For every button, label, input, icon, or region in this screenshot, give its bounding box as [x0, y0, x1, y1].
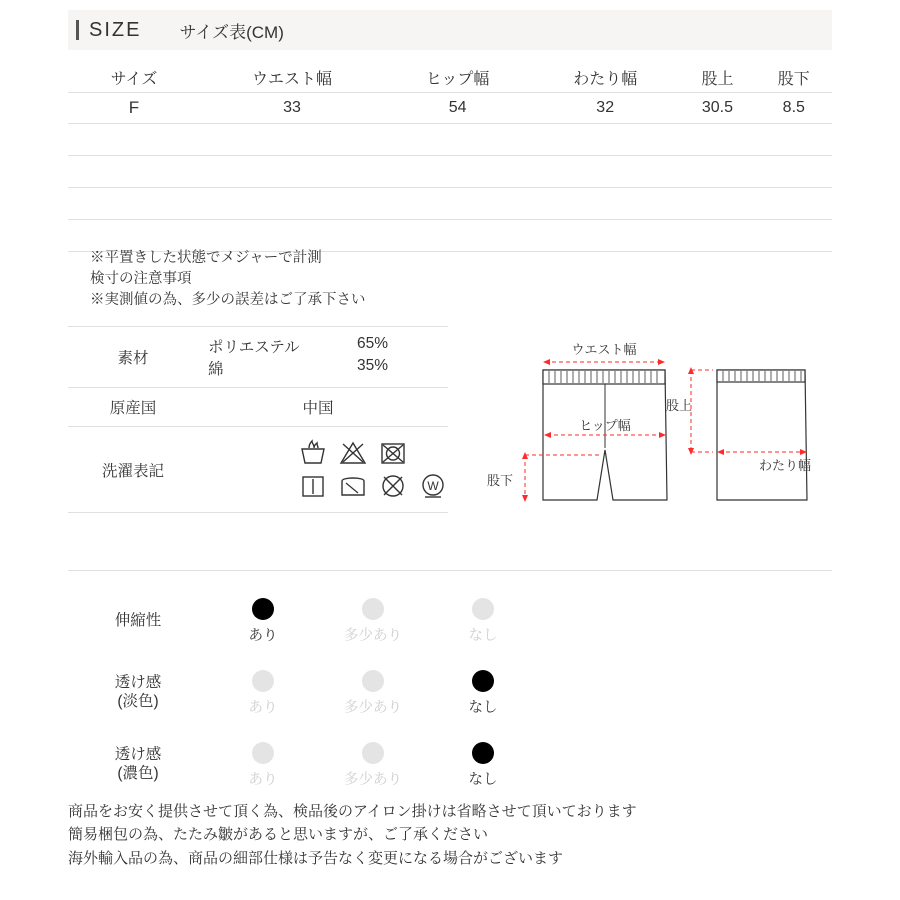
property-options: [208, 670, 568, 717]
table-row-empty: [68, 124, 832, 156]
drip-dry-icon: [298, 471, 328, 501]
option-dot: [252, 742, 274, 764]
spec-label-material: 素材: [117, 350, 149, 367]
option-dot: [252, 598, 274, 620]
rise-label: 股上: [665, 398, 693, 413]
property-option: [208, 670, 318, 717]
footer-line-3: 海外輸入品の為、商品の細部仕様は予告なく変更になる場合がございます: [68, 849, 564, 867]
size-accent-bar: [76, 20, 79, 40]
property-option: [428, 670, 538, 717]
option-dot: [472, 742, 494, 764]
property-option: [318, 670, 428, 717]
table-row: [68, 93, 832, 124]
measurement-notes: [90, 248, 366, 311]
cell-rise: 30.5: [679, 93, 755, 124]
section-divider: [68, 570, 832, 571]
cell-hip: 54: [384, 93, 531, 124]
spec-value-material: [198, 327, 448, 388]
option-label: 多少あり: [344, 627, 402, 644]
property-option: [428, 598, 538, 645]
material-pct: 65%: [356, 335, 388, 352]
cell-size: F: [68, 93, 200, 124]
table-row-empty: [68, 220, 832, 252]
spec-label-wash: 洗濯表記: [101, 462, 164, 480]
property-option: [318, 742, 428, 789]
cell-thigh: 32: [531, 93, 679, 124]
size-title: サイズ表(CM): [179, 22, 284, 42]
spec-table: [68, 326, 448, 513]
garment-illustration: [455, 330, 855, 550]
size-header-band: [68, 10, 832, 50]
property-label: 透け感 (淡色): [114, 674, 162, 710]
column-header: わたり幅: [531, 62, 679, 93]
option-label: なし: [468, 771, 498, 788]
column-header: ヒップ幅: [384, 62, 531, 93]
column-header: 股上: [679, 62, 755, 93]
size-label: SIZE: [89, 18, 142, 41]
property-option: [318, 598, 428, 645]
option-label: あり: [248, 627, 278, 644]
option-label: なし: [468, 699, 498, 716]
option-dot: [362, 598, 384, 620]
material-item: [208, 357, 388, 379]
table-row-empty: [68, 188, 832, 220]
footer-line-1: 商品をお安く提供させて頂く為、検品後のアイロン掛けは省略させて頂いております: [68, 803, 637, 820]
option-label: あり: [248, 699, 278, 716]
iron-low-icon: [338, 471, 368, 501]
wash-icon-row-1: [298, 438, 448, 468]
property-row-stretch: [68, 585, 568, 657]
material-pct: 35%: [356, 357, 388, 374]
property-option: [428, 742, 538, 789]
option-dot: [252, 670, 274, 692]
table-row-empty: [68, 156, 832, 188]
property-option: [208, 598, 318, 645]
property-option: [208, 742, 318, 789]
spec-row-origin: [68, 388, 448, 427]
hip-label: ヒップ幅: [579, 418, 631, 433]
cell-waist: 33: [200, 93, 384, 124]
property-row-sheer-light: [68, 657, 568, 729]
property-label: 透け感 (濃色): [114, 746, 162, 782]
spec-row-wash: [68, 427, 448, 513]
wet-clean-icon: [418, 471, 448, 501]
spec-label-origin: 原産国: [109, 400, 157, 417]
note-line-1: ※平置きした状態でメジャーで計測: [90, 250, 322, 266]
property-options: [208, 598, 568, 645]
no-dryclean-icon: [378, 471, 408, 501]
property-list: [68, 585, 568, 801]
option-label: なし: [468, 627, 498, 644]
wash-icon-row-2: [298, 471, 448, 501]
option-label: あり: [248, 771, 278, 788]
property-options: [208, 742, 568, 789]
option-label: 多少あり: [344, 771, 402, 788]
footer-notes: [68, 800, 637, 870]
no-bleach-icon: [338, 438, 368, 468]
hand-wash-icon: [298, 438, 328, 468]
note-line-3: ※実測値の為、多少の誤差はご了承下さい: [90, 292, 366, 309]
material-item: [208, 335, 388, 357]
measurement-table: [68, 62, 832, 252]
thigh-label: わたり幅: [758, 458, 812, 473]
column-header: サイズ: [68, 62, 200, 93]
spec-value-origin: 中国: [302, 400, 334, 417]
option-dot: [472, 670, 494, 692]
option-label: 多少あり: [344, 699, 402, 716]
property-row-sheer-dark: [68, 729, 568, 801]
column-header: ウエスト幅: [200, 62, 384, 93]
inseam-label: 股下: [487, 473, 514, 488]
footer-line-2: 簡易梱包の為、たたみ皺があると思いますが、ご了承ください: [68, 826, 489, 844]
spec-row-material: [68, 327, 448, 388]
material-name: 綿: [208, 361, 224, 378]
cell-inseam: 8.5: [756, 93, 832, 124]
option-dot: [362, 742, 384, 764]
option-dot: [472, 598, 494, 620]
table-header-row: [68, 62, 832, 93]
waist-label: ウエスト幅: [571, 342, 637, 357]
column-header: 股下: [756, 62, 832, 93]
material-name: ポリエステル: [208, 339, 300, 356]
no-tumble-dry-icon: [378, 438, 408, 468]
property-label: 伸縮性: [114, 611, 162, 629]
svg-text:W: W: [427, 479, 439, 493]
option-dot: [362, 670, 384, 692]
note-line-2: 検寸の注意事項: [90, 271, 192, 288]
wash-icon-group: [208, 438, 448, 501]
